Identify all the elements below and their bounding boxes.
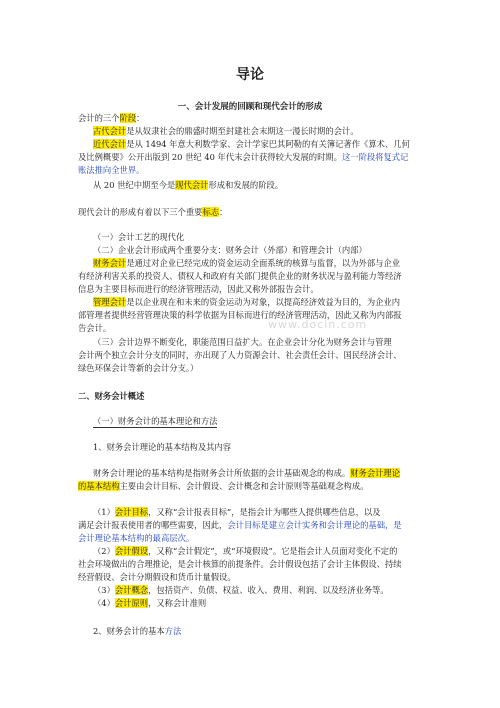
text-line: 经营假设、会计分期假设和货币计量假设。 <box>78 572 236 582</box>
text-line: 财务会计理论的基本结构是指财务会计所依据的会计基础观念的构成。财务会计理论 <box>93 468 401 478</box>
text-line: 信息为主要目标而进行的经济管理活动，因此又称外部报告会计。 <box>78 284 319 294</box>
text-line: 会计的三个阶段： <box>78 113 145 123</box>
section-heading-1: 一、会计发展的回顾和现代会计的形成 <box>177 102 323 112</box>
blue-text: 方法 <box>164 626 182 636</box>
text-line: （二）企业会计形成两个重要分支：财务会计（外部）和管理会计（内部） <box>93 245 367 255</box>
text-line: 会计理论基本结构的最高层次。 <box>78 533 195 543</box>
text-line: 从 20 世纪中期至今是现代会计形成和发展的阶段。 <box>93 180 284 190</box>
text-line: （三）会计边界不断变化，职能范围日益扩大。在企业会计分化为财务会计与管理 <box>93 337 392 347</box>
text-line: 古代会计是从奴隶社会的鼎盛时期至封建社会末期这一漫长时期的会计。 <box>93 126 359 136</box>
text-line: （4）会计原则，又称会计准则 <box>93 598 207 608</box>
highlight: 古代会计 <box>93 126 127 136</box>
highlight: 财务会计 <box>93 258 127 268</box>
highlight: 标志 <box>202 207 220 217</box>
highlight: 会计概念 <box>114 585 149 595</box>
text-line: 的基本结构主要由会计目标、会计假设、会计概念和会计原则等基础观念构成。 <box>78 481 369 491</box>
text-line: 及比例概要》公开出版到 20 世纪 40 年代末会计获得较大发展的时期。这一阶段将复式记 <box>78 152 409 162</box>
text-line: 社会环境做出的合理推论，是会计核算的前提条件。会计假设包括了会计主体假设、持续 <box>78 559 402 569</box>
page-title: 导论 <box>236 67 264 83</box>
text-line: 账法推向全世界。 <box>78 165 145 175</box>
text-line: （一）会计工艺的现代化 <box>93 232 185 242</box>
text-line: 会计两个独立会计分支的同时，亦出现了人力资源会计、社会责任会计、国民经济会计、 <box>78 350 402 360</box>
blue-text: 会计目标是建立会计实务和会计理论的基础，是 <box>227 520 402 530</box>
highlight: 会计假设 <box>114 546 149 556</box>
highlight: 的基本结构 <box>78 481 120 491</box>
highlight: 阶段 <box>119 113 137 123</box>
text-line: 财务会计是通过对企业已经完成的资金运动全面系统的核算与监督，以为外部与企业 <box>93 258 401 268</box>
text-line: 有经济利害关系的投资人、债权人和政府有关部门提供企业的财务状况与盈利能力等经济 <box>78 271 402 281</box>
text-line: 告会计。 <box>78 323 112 333</box>
text-line: 绿色环保会计等新的会计分支。） <box>78 363 199 373</box>
highlight: 现代会计 <box>175 180 209 190</box>
text-line: （2）会计假设，又称“会计假定”，或“环境假设”。它是指会计人员面对变化不定的 <box>93 546 398 556</box>
text-line: 部管理者提供经营管理决策的科学依据为目标而进行的经济管理活动，因此又称为内部报 <box>78 310 402 320</box>
highlight: 会计目标 <box>114 507 149 517</box>
text-line: （3）会计概念，包括资产、负债、权益、收入、费用、利润、以及经济业务等。 <box>93 585 389 595</box>
text-line: 2、财务会计的基本方法 <box>93 626 182 636</box>
text-line: 管理会计是以企业现在和未来的资金运动为对象，以提高经济效益为目的，为企业内 <box>93 297 401 307</box>
blue-text: 这一阶段将复式记 <box>341 152 409 162</box>
highlight: 近代会计 <box>93 139 127 149</box>
highlight: 管理会计 <box>93 297 127 307</box>
subsection-heading: （一）财务会计的基本理论和方法 <box>93 416 218 426</box>
highlight: 会计原则 <box>114 598 149 608</box>
text-line: 满足会计报表使用者的哪些需要，因此，会计目标是建立会计实务和会计理论的基础，是 <box>78 520 402 530</box>
highlight: 财务会计理论 <box>350 468 401 478</box>
section-heading-2: 二、财务会计概述 <box>78 391 145 401</box>
watermark: www.docin.com <box>268 318 368 331</box>
text-line: 1、财务会计理论的基本结构及其内容 <box>93 442 232 452</box>
text-line: 现代会计的形成有着以下三个重要标志： <box>78 207 228 217</box>
text-line: 近代会计是从 1494 年意大利数学家、会计学家巴其阿勒的有关簿记著作《算术、几何 <box>93 139 410 149</box>
text-line: （1）会计目标，又称“会计报表目标”，是指会计为哪些人提供哪些信息，以及 <box>93 507 381 517</box>
